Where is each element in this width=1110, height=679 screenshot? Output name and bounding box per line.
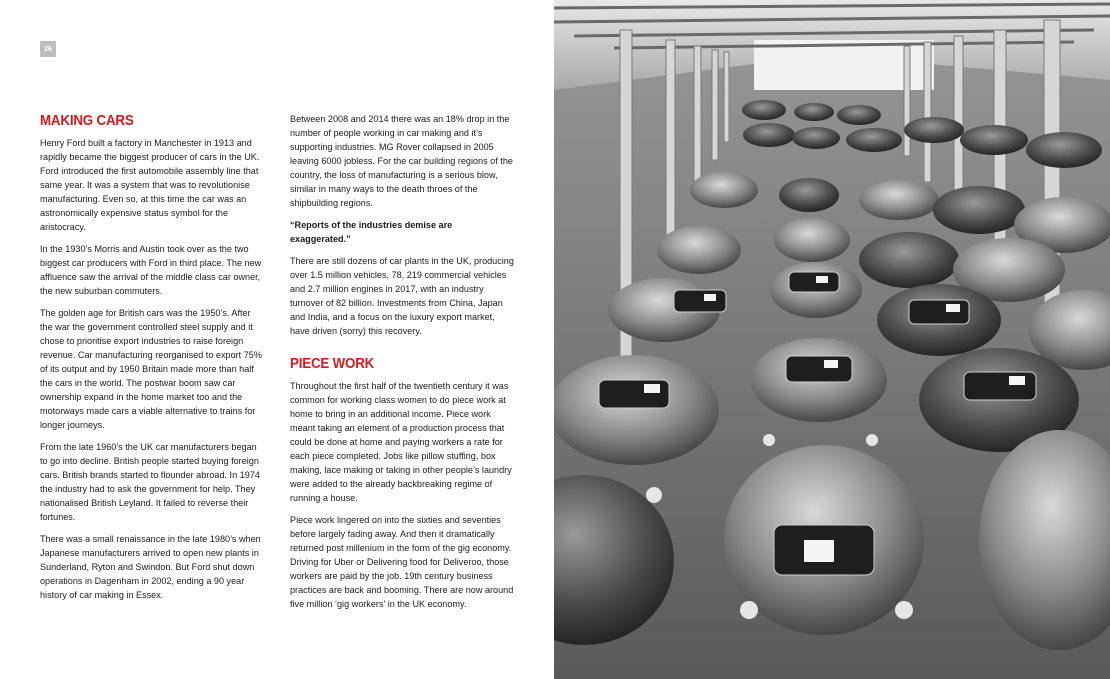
piece-work-heading: PIECE WORK xyxy=(290,356,375,372)
paragraph: From the late 1960’s the UK car manufacturers began to go into decline. British people started buying foreign cars. British brands started to flounder abroad. In 1974 the industry had to ask the government for help. They nationalised British Leyland. It failed to reverse their fortunes. xyxy=(40,442,260,522)
paragraph: Henry Ford built a factory in Manchester in 1913 and rapidly became the biggest producer of cars in the UK. Ford introduced the first automobile assembly line that same year. It was a system that was to revolutionise manufacturing. Even so, at this time the car was an astronomically expensive status symbol for the aristocracy. xyxy=(40,138,260,232)
car-factory-photo xyxy=(554,0,1110,679)
paragraph: There are still dozens of car plants in the UK, producing over 1.5 million vehicles, 78, 219 commercial vehicles and 2.7 million engines in 2017, with an industry turnover of 82 billion. Investments from China, Japan and India, and a focus on the luxury export market, have driven (sorry) this recovery. xyxy=(290,256,514,336)
page-number: 26 xyxy=(40,41,56,57)
paragraph: Between 2008 and 2014 there was an 18% drop in the number of people working in car making and it’s supporting industries. MG Rover collapsed in 2005 leaving 6000 jobless. For the car building regions of the country, the loss of manufacturing is a serious blow, similar in many ways to the death throes of the shipbuilding regions. xyxy=(290,114,513,208)
paragraph: Piece work lingered on into the sixties and seventies before largely fading away. And then it dramatically returned post millenium in the form of the gig economy. Driving for Uber or Delivering food for Deliveroo, those workers are paid by the job. 19th century business practices are back and booming. There are now around five million ‘gig workers’ in the UK economy. xyxy=(290,515,514,609)
column-right xyxy=(290,112,514,619)
making-cars-heading: MAKING CARS xyxy=(40,113,134,129)
paragraph: Throughout the first half of the twentieth century it was common for working class women to do piece work at home to bring in an additional income. Piece work meant taking an element of a production process that could be done at home and paying workers a rate for each piece completed. Jobs like pillow stuffing, box making, lace making or taking in other people’s laundry were added to the already backbreaking regime of running a house. xyxy=(290,381,512,503)
car-factory-illustration xyxy=(554,0,1110,679)
column-left xyxy=(40,113,262,610)
paragraph: There was a small renaissance in the late 1980’s when Japanese manufacturers arrived to open new plants in Sunderland, Ryton and Swindon. But Ford shut down operations in Dagenham in 2002, ending a 90 year history of car making in Essex. xyxy=(40,534,261,600)
pull-quote: “Reports of the industries demise are exaggerated.” xyxy=(290,220,453,244)
paragraph: The golden age for British cars was the 1950’s. After the war the government controlled steel supply and it chose to prioritise export industries to raise foreign revenue. Car manufacturing reorganised to export 75% of its output and by 1950 Britain made more than half the cars in the world. The postwar boom saw car ownership expand in the home market too and the motorways made cars a viable alternative to trains for longer journeys. xyxy=(40,308,262,430)
paragraph: In the 1930’s Morris and Austin took over as the two biggest car producers with Ford in third place. The new affluence saw the arrival of the middle class car owner, the new suburban commuters. xyxy=(40,244,262,296)
